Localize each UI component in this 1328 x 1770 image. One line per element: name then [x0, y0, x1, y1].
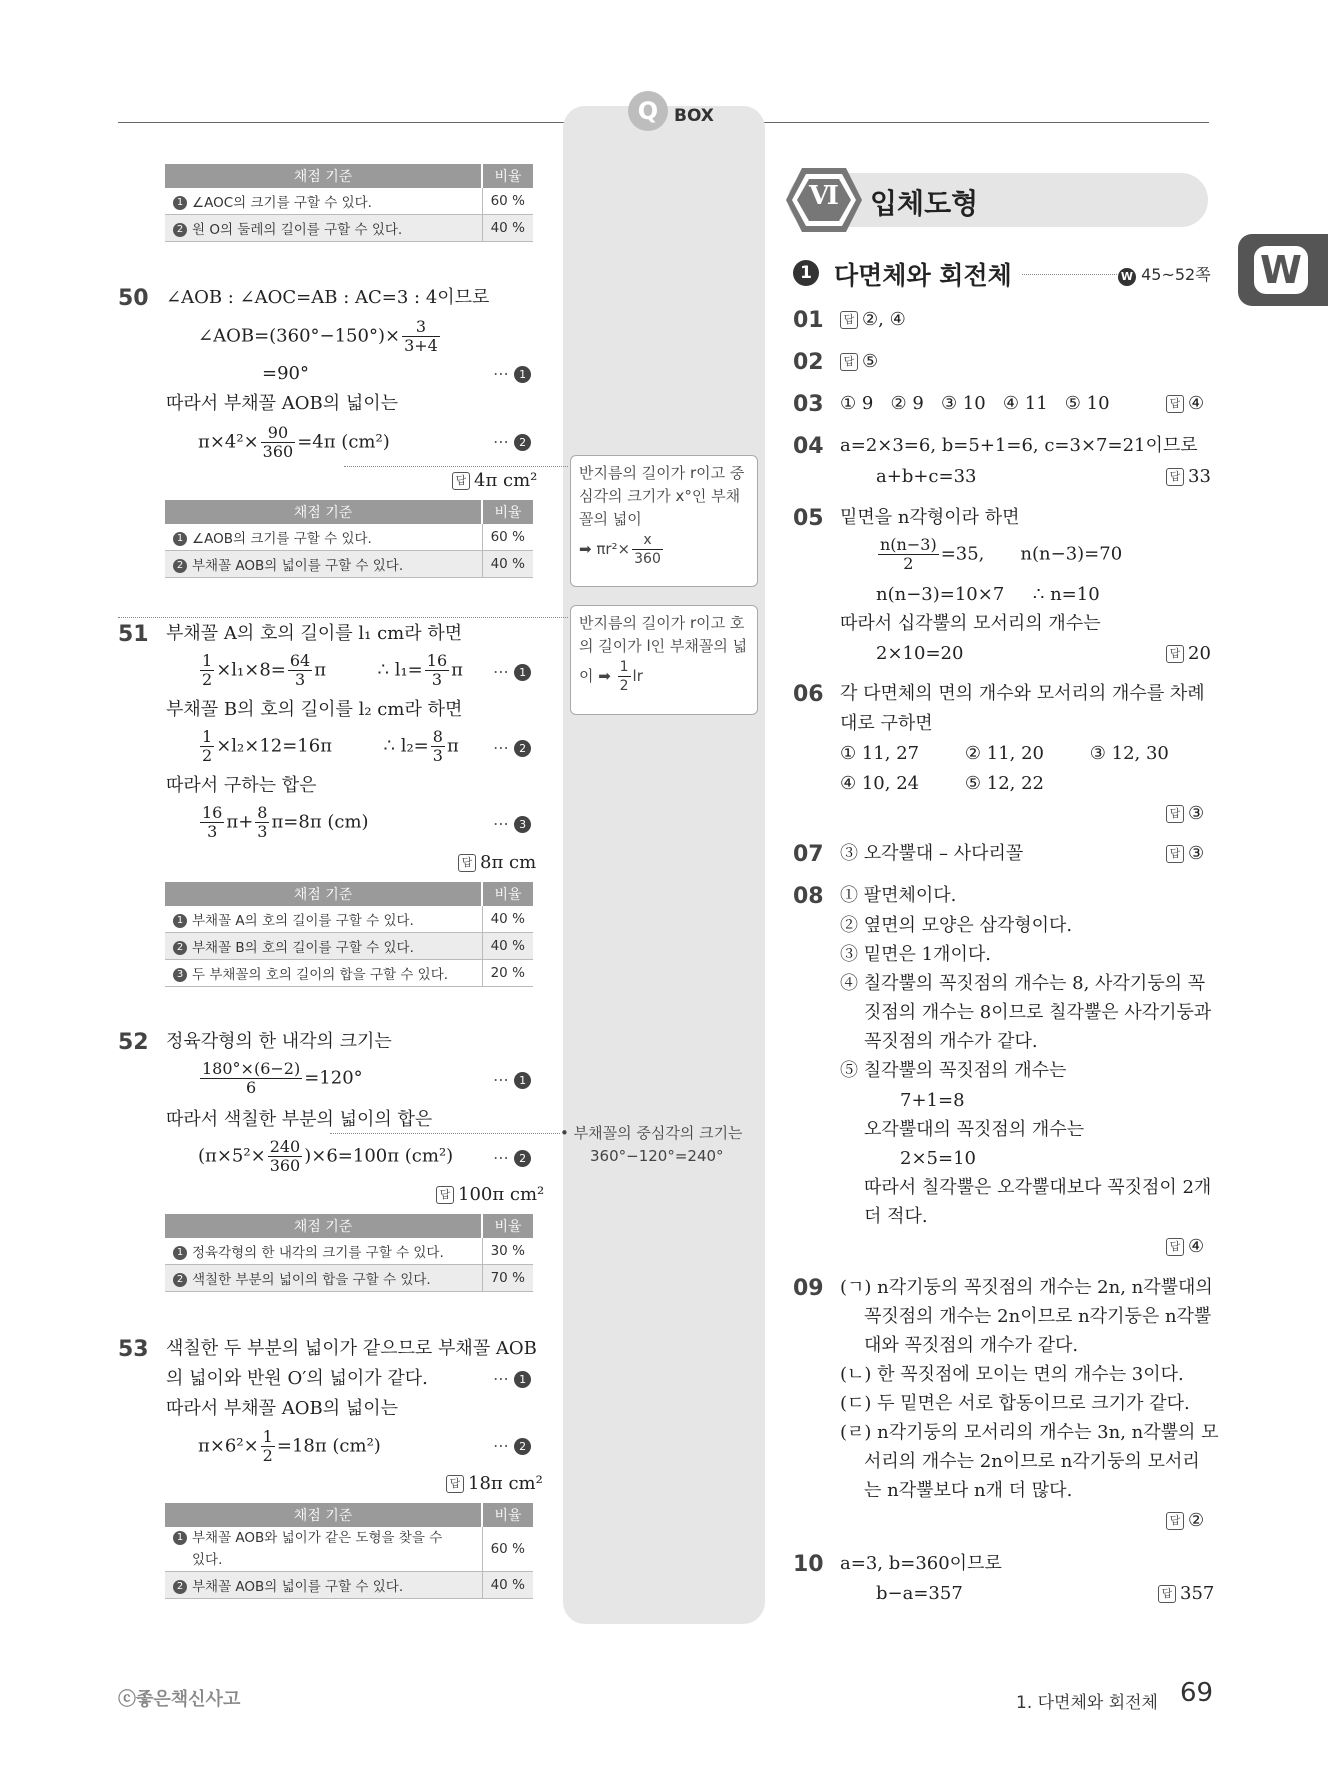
p50-line5: π×4²× $\frac{90}{360}$ =4π (cm²): [198, 423, 390, 461]
q06-line3: ① 11, 27 ② 11, 20 ③ 12, 30: [840, 743, 1169, 764]
p53-line1: 색칠한 두 부분의 넓이가 같으므로 부채꼴 AOB: [166, 1338, 537, 1359]
side-tab-w-icon: W: [1254, 246, 1308, 294]
p50-line2: ∠AOB=(360°−150°)× $\frac{3}{3+4}$: [198, 317, 438, 355]
section-title: 다면체와 회전체: [834, 261, 1012, 290]
problem-number-51: 51: [118, 622, 149, 647]
q06-answer: 답 ③: [1166, 802, 1204, 826]
p51-line5: 따라서 구하는 합은: [166, 775, 317, 796]
q03-answer: 답 ④: [1166, 392, 1204, 416]
q06-line2: 대로 구하면: [840, 713, 933, 734]
criteria-table-53: 채점 기준 비율 1 부채꼴 AOB와 넓이가 같은 도형을 찾을 수 있다. 60 % 2 부채꼴 AOB의 넓이를 구할 수 있다. 40 %: [165, 1503, 533, 1599]
q-number-03: 03: [793, 392, 824, 417]
q09-line6: (ㄹ) n각기둥의 모서리의 개수는 3n, n각뿔의 모: [840, 1422, 1219, 1443]
p51-line3: 부채꼴 B의 호의 길이를 l₂ cm라 하면: [166, 699, 463, 720]
criteria-header: 채점 기준: [165, 164, 482, 188]
q-number-08: 08: [793, 884, 824, 909]
q08-line9: 오각뿔대의 꼭짓점의 개수는: [864, 1119, 1085, 1140]
q08-line6: 꼭짓점의 개수가 같다.: [864, 1031, 1038, 1052]
problem-number-53: 53: [118, 1337, 149, 1362]
p51-line6: $\frac{16}{3}$ π+ $\frac{8}{3}$ π=8π (cm): [202, 803, 369, 841]
w-ref-icon: W: [1118, 268, 1136, 286]
criteria-row: 1 정육각형의 한 내각의 크기를 구할 수 있다.: [165, 1238, 482, 1265]
criteria-table-52: 채점 기준 비율 1 정육각형의 한 내각의 크기를 구할 수 있다. 30 % 2 색칠한 부분의 넓이의 합을 구할 수 있다. 70 %: [165, 1214, 533, 1292]
q07-answer: 답 ③: [1166, 842, 1204, 866]
step-marker-1: ⋯ 1: [493, 662, 531, 681]
step-marker-1: ⋯ 1: [493, 1070, 531, 1089]
section-leader: [1022, 274, 1117, 275]
p53-line2: 의 넓이와 반원 O′의 넓이가 같다.: [166, 1368, 428, 1389]
note-sector-area: 반지름의 길이가 r이고 중 심각의 크기가 x°인 부채 꼴의 넓이 ➡ πr²× $\frac{x}{360}$: [570, 455, 758, 587]
q09-line7: 서리의 개수는 2n이므로 n각기둥의 모서리: [864, 1451, 1200, 1472]
q06-line1: 각 다면체의 면의 개수와 모서리의 개수를 차례: [840, 683, 1205, 704]
q05-line5: 2×10=20: [876, 643, 964, 664]
q08-line2: ② 옆면의 모양은 삼각형이다.: [840, 915, 1073, 936]
criteria-row: 2 부채꼴 B의 호의 길이를 구할 수 있다.: [165, 933, 482, 960]
q10-line1: a=3, b=360이므로: [840, 1553, 1002, 1574]
criteria-row: 1 ∠AOB의 크기를 구할 수 있다.: [165, 524, 482, 551]
ratio-header: 비율: [482, 164, 533, 188]
criteria-row: 2 원 O의 둘레의 길이를 구할 수 있다.: [165, 215, 482, 242]
q-number-05: 05: [793, 506, 824, 531]
q08-line11: 따라서 칠각뿔은 오각뿔대보다 꼭짓점이 2개: [864, 1177, 1212, 1198]
step-marker-3: ⋯ 3: [493, 814, 531, 833]
q-number-01: 01: [793, 308, 824, 333]
criteria-row: 2 부채꼴 AOB의 넓이를 구할 수 있다.: [165, 551, 482, 578]
p53-line4: π×6²× $\frac{1}{2}$ =18π (cm²): [198, 1427, 381, 1465]
step-marker-1: ⋯ 1: [493, 1369, 531, 1388]
criteria-row: 1 부채꼴 AOB와 넓이가 같은 도형을 찾을 수 있다.: [165, 1527, 482, 1572]
section-ref: W 45~52쪽: [1118, 262, 1211, 286]
chapter-roman: Ⅵ: [809, 181, 839, 211]
q08-line7: ⑤ 칠각뿔의 꼭짓점의 개수는: [840, 1060, 1067, 1081]
step-marker-2: ⋯ 2: [493, 1148, 531, 1167]
q04-answer: 답 33: [1166, 465, 1211, 489]
p50-line1: ∠AOB : ∠AOC=AB : AC=3 : 4이므로: [166, 287, 490, 308]
q09-line3: 대와 꼭짓점의 개수가 같다.: [864, 1335, 1079, 1356]
qbox-column: [563, 106, 765, 1624]
q08-line8: 7+1=8: [900, 1090, 965, 1111]
q-number-10: 10: [793, 1552, 824, 1577]
side-tab: [1238, 234, 1328, 306]
chapter-title: 입체도형: [870, 187, 979, 220]
note-sector-area-arc: 반지름의 길이가 r이고 호 의 길이가 l인 부채꼴의 넓 이 ➡ $\frac{1}{2}$ lr: [570, 605, 758, 715]
q08-line1: ① 팔면체이다.: [840, 885, 957, 906]
q09-line2: 꼭짓점의 개수는 2n이므로 n각기둥은 n각뿔: [864, 1306, 1212, 1327]
p51-line1: 부채꼴 A의 호의 길이를 l₁ cm라 하면: [166, 623, 463, 644]
p50-line4: 따라서 부채꼴 AOB의 넓이는: [166, 393, 399, 414]
step-marker-2: ⋯ 2: [493, 432, 531, 451]
criteria-row: 2 부채꼴 AOB의 넓이를 구할 수 있다.: [165, 1572, 482, 1599]
q08-line10: 2×5=10: [900, 1148, 976, 1169]
qbox-q-icon: Q: [628, 91, 668, 131]
p51-answer: 답 8π cm: [458, 852, 536, 873]
q10-line2: b−a=357: [876, 1583, 963, 1604]
q08-line12: 더 적다.: [864, 1206, 928, 1227]
q05-line2: $\frac{n(n-3)}{2}$ =35, n(n−3)=70: [880, 535, 1123, 573]
p51-line2: $\frac{1}{2}$ ×l₁×8= $\frac{64}{3}$ π ∴ l₁= $\frac{16}{3}$ π: [202, 651, 463, 689]
problem-number-52: 52: [118, 1030, 149, 1055]
q08-line5: 짓점의 개수는 8이므로 칠각뿔은 사각기둥과: [864, 1002, 1212, 1023]
q08-line3: ③ 밑면은 1개이다.: [840, 944, 991, 965]
p52-line4: (π×5²× $\frac{240}{360}$ )×6=100π (cm²): [198, 1137, 454, 1175]
criteria-row: 3 두 부채꼴의 호의 길이의 합을 구할 수 있다.: [165, 960, 482, 987]
p52-line3: 따라서 색칠한 부분의 넓이의 합은: [166, 1109, 433, 1130]
q05-answer: 답 20: [1166, 642, 1211, 666]
q-number-06: 06: [793, 682, 824, 707]
step-marker-1: ⋯ 1: [493, 364, 531, 383]
q03-text: ① 9 ② 9 ③ 10 ④ 11 ⑤ 10: [840, 393, 1110, 414]
q04-line2: a+b+c=33: [876, 466, 977, 487]
problem-number-50: 50: [118, 286, 149, 311]
qbox-label: BOX: [674, 106, 714, 126]
footer-chapter: 1. 다면체와 회전체: [1016, 1693, 1158, 1713]
step-marker-2: ⋯ 2: [493, 738, 531, 757]
section-number-icon: 1: [793, 260, 819, 286]
note-leader-1: [344, 466, 568, 467]
step-marker-2: ⋯ 2: [493, 1436, 531, 1455]
p52-answer: 답 100π cm²: [436, 1184, 544, 1205]
criteria-table-50: 채점 기준 비율 1 ∠AOB의 크기를 구할 수 있다. 60 % 2 부채꼴 AOB의 넓이를 구할 수 있다. 40 %: [165, 500, 533, 578]
q09-line1: (ㄱ) n각기둥의 꼭짓점의 개수는 2n, n각뿔대의: [840, 1277, 1213, 1298]
q08-answer: 답 ④: [1166, 1235, 1204, 1259]
criteria-row: 2 색칠한 부분의 넓이의 합을 구할 수 있다.: [165, 1265, 482, 1292]
q02-answer: 답 ⑤: [840, 350, 878, 374]
q09-line4: (ㄴ) 한 꼭짓점에 모이는 면의 개수는 3이다.: [840, 1364, 1184, 1385]
q01-answer: 답 ②, ④: [840, 308, 906, 332]
q-number-04: 04: [793, 434, 824, 459]
note-central-angle: • 부채꼴의 중심각의 크기는 360°−120°=240°: [560, 1124, 743, 1165]
q05-line3: n(n−3)=10×7 ∴ n=10: [876, 584, 1100, 605]
q10-answer: 답 357: [1158, 1582, 1214, 1606]
q-number-09: 09: [793, 1276, 824, 1301]
note-leader-2: [118, 617, 568, 618]
q04-line1: a=2×3=6, b=5+1=6, c=3×7=21이므로: [840, 435, 1198, 456]
q05-line1: 밑면을 n각형이라 하면: [840, 507, 1020, 528]
p53-line3: 따라서 부채꼴 AOB의 넓이는: [166, 1398, 399, 1419]
q-number-07: 07: [793, 842, 824, 867]
q09-answer: 답 ②: [1166, 1509, 1204, 1533]
q-number-02: 02: [793, 350, 824, 375]
p52-line2: $\frac{180^\circ\times(6-2)}{6}$ =120°: [202, 1059, 363, 1097]
q07-text: ③ 오각뿔대 – 사다리꼴: [840, 843, 1024, 864]
criteria-table-49: 채점 기준 비율 1 ∠AOC의 크기를 구할 수 있다. 60 % 2 원 O의 둘레의 길이를 구할 수 있다. 40 %: [165, 164, 533, 242]
criteria-row: 1 ∠AOC의 크기를 구할 수 있다.: [165, 188, 482, 215]
note-leader-3: [330, 1133, 560, 1134]
criteria-table-51: 채점 기준 비율 1 부채꼴 A의 호의 길이를 구할 수 있다. 40 % 2 부채꼴 B의 호의 길이를 구할 수 있다. 40 % 3 두 부채꼴의 호의 길이의 합을 구할 수 있다. 20 %: [165, 882, 533, 987]
q09-line5: (ㄷ) 두 밑면은 서로 합동이므로 크기가 같다.: [840, 1393, 1190, 1414]
q05-line4: 따라서 십각뿔의 모서리의 개수는: [840, 613, 1101, 634]
p53-answer: 답 18π cm²: [446, 1473, 543, 1494]
publisher-logo: ⓒ좋은책신사고: [118, 1689, 241, 1710]
top-rule-right: [762, 122, 1209, 123]
p52-line1: 정육각형의 한 내각의 크기는: [166, 1031, 392, 1052]
q08-line4: ④ 칠각뿔의 꼭짓점의 개수는 8, 사각기둥의 꼭: [840, 973, 1206, 994]
top-rule-left: [118, 122, 568, 123]
q06-line4: ④ 10, 24 ⑤ 12, 22: [840, 773, 1044, 794]
p51-line4: $\frac{1}{2}$ ×l₂×12=16π ∴ l₂= $\frac{8}{3}$ π: [202, 727, 459, 765]
q09-line8: 는 n각뿔보다 n개 더 많다.: [864, 1480, 1073, 1501]
p50-line3: =90°: [262, 363, 309, 384]
p50-answer: 답 4π cm²: [452, 470, 537, 491]
page-number: 69: [1180, 1678, 1214, 1708]
criteria-row: 1 부채꼴 A의 호의 길이를 구할 수 있다.: [165, 906, 482, 933]
